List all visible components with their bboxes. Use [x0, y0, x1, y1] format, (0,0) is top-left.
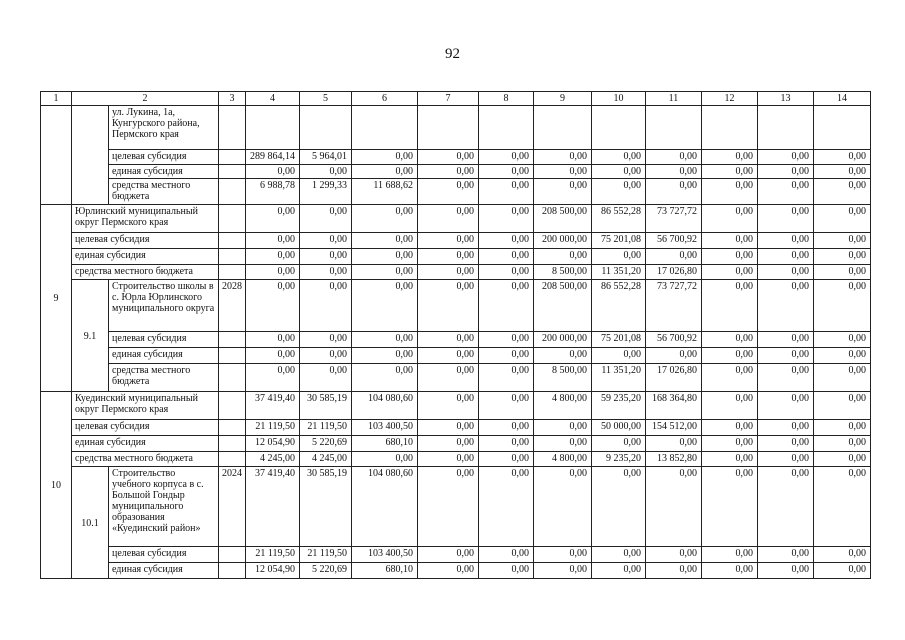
value-cell: 0,00 [814, 280, 871, 332]
value-cell: 0,00 [592, 436, 646, 452]
value-cell: 0,00 [702, 452, 758, 467]
table-row [41, 563, 871, 579]
column-header: 11 [646, 92, 702, 106]
value-cell: 75 201,08 [592, 233, 646, 249]
value-cell: 680,10 [352, 563, 418, 579]
table-row [41, 436, 871, 452]
value-cell: 0,00 [646, 436, 702, 452]
value-cell: 0,00 [418, 392, 479, 420]
value-cell: 0,00 [352, 348, 418, 364]
value-cell: 0,00 [246, 332, 300, 348]
value-cell: 0,00 [814, 332, 871, 348]
table-row [41, 165, 871, 179]
year-cell [219, 563, 246, 579]
value-cell: 0,00 [418, 179, 479, 205]
value-cell: 0,00 [758, 249, 814, 265]
value-cell: 73 727,72 [646, 280, 702, 332]
value-cell: 0,00 [479, 179, 534, 205]
value-cell: 0,00 [592, 165, 646, 179]
value-cell: 73 727,72 [646, 205, 702, 233]
value-cell: 0,00 [814, 364, 871, 392]
value-cell [479, 106, 534, 150]
value-cell: 0,00 [814, 436, 871, 452]
value-cell: 0,00 [592, 563, 646, 579]
value-cell: 168 364,80 [646, 392, 702, 420]
value-cell: 289 864,14 [246, 150, 300, 165]
funding-label: средства местного бюджета [72, 452, 219, 467]
value-cell: 11 351,20 [592, 364, 646, 392]
value-cell: 0,00 [702, 233, 758, 249]
value-cell: 30 585,19 [300, 392, 352, 420]
value-cell: 37 419,40 [246, 392, 300, 420]
table-row [41, 392, 871, 420]
value-cell: 86 552,28 [592, 280, 646, 332]
value-cell: 0,00 [352, 364, 418, 392]
value-cell: 200 000,00 [534, 332, 592, 348]
value-cell: 104 080,60 [352, 467, 418, 547]
value-cell: 154 512,00 [646, 420, 702, 436]
value-cell: 21 119,50 [246, 547, 300, 563]
value-cell: 0,00 [246, 165, 300, 179]
value-cell: 0,00 [702, 205, 758, 233]
value-cell: 0,00 [592, 249, 646, 265]
value-cell: 0,00 [479, 332, 534, 348]
column-header: 13 [758, 92, 814, 106]
value-cell: 0,00 [702, 420, 758, 436]
value-cell: 0,00 [479, 467, 534, 547]
value-cell: 0,00 [814, 467, 871, 547]
value-cell: 0,00 [758, 165, 814, 179]
value-cell: 0,00 [479, 150, 534, 165]
value-cell: 0,00 [702, 265, 758, 280]
value-cell: 12 054,90 [246, 436, 300, 452]
value-cell: 0,00 [646, 467, 702, 547]
municipality-label: Куединский муниципальный округ Пермского края [72, 392, 219, 420]
value-cell: 0,00 [534, 563, 592, 579]
value-cell: 0,00 [479, 547, 534, 563]
value-cell: 0,00 [246, 364, 300, 392]
value-cell: 0,00 [479, 364, 534, 392]
funding-label: целевая субсидия [109, 547, 219, 563]
value-cell: 0,00 [702, 332, 758, 348]
value-cell: 0,00 [352, 233, 418, 249]
value-cell: 0,00 [479, 348, 534, 364]
value-cell: 30 585,19 [300, 467, 352, 547]
municipality-label: Юрлинский муниципальный округ Пермского края [72, 205, 219, 233]
value-cell: 0,00 [702, 467, 758, 547]
value-cell: 0,00 [814, 420, 871, 436]
value-cell: 8 500,00 [534, 364, 592, 392]
value-cell: 0,00 [418, 265, 479, 280]
value-cell: 0,00 [592, 150, 646, 165]
value-cell: 0,00 [352, 150, 418, 165]
value-cell: 0,00 [646, 547, 702, 563]
value-cell: 0,00 [479, 165, 534, 179]
value-cell: 0,00 [702, 249, 758, 265]
value-cell [352, 106, 418, 150]
value-cell: 0,00 [702, 348, 758, 364]
value-cell: 0,00 [646, 348, 702, 364]
value-cell: 0,00 [479, 265, 534, 280]
value-cell: 0,00 [418, 332, 479, 348]
value-cell: 0,00 [534, 348, 592, 364]
funding-label: целевая субсидия [72, 233, 219, 249]
year-cell [219, 179, 246, 205]
object-address: ул. Лукина, 1а, Кунгурского района, Пермского края [109, 106, 219, 150]
value-cell: 0,00 [702, 436, 758, 452]
page-number: 92 [445, 46, 460, 62]
value-cell: 4 245,00 [246, 452, 300, 467]
value-cell: 6 988,78 [246, 179, 300, 205]
column-header: 9 [534, 92, 592, 106]
value-cell: 4 245,00 [300, 452, 352, 467]
year-cell [219, 106, 246, 150]
table-row [41, 348, 871, 364]
value-cell: 8 500,00 [534, 265, 592, 280]
year-cell [219, 420, 246, 436]
value-cell: 0,00 [758, 452, 814, 467]
value-cell: 0,00 [814, 348, 871, 364]
table-row [41, 179, 871, 205]
value-cell [418, 106, 479, 150]
value-cell: 0,00 [300, 364, 352, 392]
value-cell: 0,00 [534, 420, 592, 436]
value-cell: 0,00 [534, 436, 592, 452]
value-cell: 0,00 [758, 150, 814, 165]
column-header: 12 [702, 92, 758, 106]
value-cell: 0,00 [814, 547, 871, 563]
value-cell: 0,00 [352, 165, 418, 179]
year-cell [219, 165, 246, 179]
value-cell: 0,00 [300, 233, 352, 249]
value-cell: 0,00 [702, 563, 758, 579]
value-cell: 0,00 [702, 280, 758, 332]
value-cell: 0,00 [592, 348, 646, 364]
value-cell: 0,00 [758, 280, 814, 332]
value-cell: 0,00 [758, 563, 814, 579]
value-cell: 0,00 [646, 165, 702, 179]
value-cell: 0,00 [246, 348, 300, 364]
value-cell: 0,00 [479, 563, 534, 579]
value-cell [592, 106, 646, 150]
value-cell: 17 026,80 [646, 265, 702, 280]
year-cell [219, 547, 246, 563]
value-cell: 0,00 [646, 179, 702, 205]
table-row [41, 467, 871, 547]
table-row [41, 364, 871, 392]
object-label: Строительство учебного корпуса в с. Большой Гондыр муниципального образования «Куединский район» [109, 467, 219, 547]
year-cell [219, 452, 246, 467]
value-cell: 0,00 [418, 249, 479, 265]
year-cell [219, 392, 246, 420]
value-cell: 0,00 [758, 348, 814, 364]
year-cell [219, 150, 246, 165]
year-cell [219, 233, 246, 249]
value-cell: 0,00 [418, 452, 479, 467]
value-cell: 0,00 [246, 205, 300, 233]
value-cell: 0,00 [758, 420, 814, 436]
value-cell: 208 500,00 [534, 205, 592, 233]
year-cell [219, 265, 246, 280]
value-cell: 0,00 [479, 205, 534, 233]
value-cell: 0,00 [246, 233, 300, 249]
value-cell: 0,00 [814, 265, 871, 280]
value-cell [814, 106, 871, 150]
value-cell [300, 106, 352, 150]
value-cell: 0,00 [418, 348, 479, 364]
table-row [41, 233, 871, 249]
value-cell: 0,00 [352, 205, 418, 233]
funding-label: средства местного бюджета [72, 265, 219, 280]
value-cell: 0,00 [814, 165, 871, 179]
value-cell: 0,00 [246, 249, 300, 265]
value-cell: 0,00 [418, 233, 479, 249]
value-cell: 0,00 [418, 205, 479, 233]
value-cell: 0,00 [702, 150, 758, 165]
value-cell: 56 700,92 [646, 233, 702, 249]
value-cell: 21 119,50 [246, 420, 300, 436]
value-cell: 0,00 [352, 249, 418, 265]
funding-label: средства местного бюджета [109, 364, 219, 392]
column-header: 8 [479, 92, 534, 106]
table-row [41, 92, 871, 106]
value-cell: 59 235,20 [592, 392, 646, 420]
value-cell: 0,00 [418, 280, 479, 332]
value-cell: 200 000,00 [534, 233, 592, 249]
value-cell: 0,00 [814, 563, 871, 579]
section-number: 10 [41, 392, 72, 579]
table-row [41, 452, 871, 467]
table-row [41, 265, 871, 280]
value-cell: 11 688,62 [352, 179, 418, 205]
table-row [41, 547, 871, 563]
year-cell [219, 364, 246, 392]
value-cell [758, 106, 814, 150]
value-cell: 11 351,20 [592, 265, 646, 280]
column-header: 7 [418, 92, 479, 106]
funding-label: единая субсидия [109, 165, 219, 179]
value-cell: 0,00 [479, 249, 534, 265]
value-cell: 0,00 [814, 249, 871, 265]
table-row [41, 150, 871, 165]
value-cell: 0,00 [758, 265, 814, 280]
value-cell: 0,00 [646, 563, 702, 579]
value-cell: 0,00 [592, 467, 646, 547]
value-cell: 0,00 [534, 150, 592, 165]
value-cell: 5 964,01 [300, 150, 352, 165]
value-cell: 0,00 [418, 150, 479, 165]
value-cell: 0,00 [592, 547, 646, 563]
value-cell: 1 299,33 [300, 179, 352, 205]
value-cell: 0,00 [479, 436, 534, 452]
value-cell: 0,00 [592, 179, 646, 205]
funding-label: единая субсидия [72, 436, 219, 452]
value-cell: 0,00 [534, 249, 592, 265]
value-cell: 104 080,60 [352, 392, 418, 420]
value-cell: 0,00 [758, 547, 814, 563]
value-cell: 0,00 [352, 452, 418, 467]
value-cell [702, 106, 758, 150]
object-label: Строительство школы в с. Юрла Юрлинского муниципального округа [109, 280, 219, 332]
value-cell: 0,00 [300, 205, 352, 233]
value-cell: 0,00 [758, 205, 814, 233]
value-cell: 56 700,92 [646, 332, 702, 348]
value-cell: 0,00 [702, 179, 758, 205]
table-row [41, 420, 871, 436]
year-cell [219, 249, 246, 265]
value-cell: 0,00 [479, 280, 534, 332]
table-row [41, 332, 871, 348]
value-cell: 0,00 [702, 392, 758, 420]
subsection-number-cell [72, 106, 109, 205]
year-cell [219, 436, 246, 452]
value-cell: 17 026,80 [646, 364, 702, 392]
funding-label: единая субсидия [109, 563, 219, 579]
value-cell: 0,00 [300, 165, 352, 179]
budget-table [40, 91, 871, 579]
column-header: 6 [352, 92, 418, 106]
year-cell [219, 348, 246, 364]
value-cell: 13 852,80 [646, 452, 702, 467]
value-cell: 0,00 [246, 265, 300, 280]
value-cell: 0,00 [418, 364, 479, 392]
value-cell: 75 201,08 [592, 332, 646, 348]
value-cell: 0,00 [702, 165, 758, 179]
year-cell [219, 205, 246, 233]
value-cell: 0,00 [479, 420, 534, 436]
column-header: 14 [814, 92, 871, 106]
table-row [41, 205, 871, 233]
value-cell: 0,00 [352, 265, 418, 280]
column-header: 4 [246, 92, 300, 106]
value-cell: 37 419,40 [246, 467, 300, 547]
value-cell: 50 000,00 [592, 420, 646, 436]
value-cell: 0,00 [646, 249, 702, 265]
value-cell: 21 119,50 [300, 547, 352, 563]
value-cell: 0,00 [246, 280, 300, 332]
section-number: 9 [41, 205, 72, 392]
value-cell: 0,00 [300, 265, 352, 280]
value-cell: 0,00 [758, 392, 814, 420]
value-cell: 5 220,69 [300, 436, 352, 452]
value-cell: 86 552,28 [592, 205, 646, 233]
value-cell: 0,00 [418, 420, 479, 436]
year-cell: 2028 [219, 280, 246, 332]
funding-label: единая субсидия [109, 348, 219, 364]
value-cell: 0,00 [646, 150, 702, 165]
value-cell: 208 500,00 [534, 280, 592, 332]
value-cell: 0,00 [534, 165, 592, 179]
value-cell: 680,10 [352, 436, 418, 452]
value-cell: 0,00 [418, 563, 479, 579]
value-cell: 0,00 [300, 348, 352, 364]
value-cell: 0,00 [758, 467, 814, 547]
value-cell: 0,00 [352, 332, 418, 348]
value-cell: 0,00 [418, 467, 479, 547]
value-cell: 0,00 [418, 547, 479, 563]
value-cell: 9 235,20 [592, 452, 646, 467]
value-cell: 5 220,69 [300, 563, 352, 579]
column-header: 5 [300, 92, 352, 106]
column-header: 2 [72, 92, 219, 106]
funding-label: целевая субсидия [109, 332, 219, 348]
value-cell: 21 119,50 [300, 420, 352, 436]
value-cell: 0,00 [418, 436, 479, 452]
value-cell: 0,00 [418, 165, 479, 179]
year-cell: 2024 [219, 467, 246, 547]
column-header: 1 [41, 92, 72, 106]
value-cell: 4 800,00 [534, 392, 592, 420]
value-cell: 0,00 [300, 249, 352, 265]
value-cell: 0,00 [814, 150, 871, 165]
value-cell: 0,00 [702, 364, 758, 392]
value-cell [534, 106, 592, 150]
value-cell: 0,00 [479, 233, 534, 249]
funding-label: целевая субсидия [109, 150, 219, 165]
value-cell: 0,00 [479, 392, 534, 420]
subsection-number: 9.1 [72, 280, 109, 392]
value-cell: 0,00 [814, 233, 871, 249]
value-cell: 0,00 [814, 392, 871, 420]
value-cell: 103 400,50 [352, 420, 418, 436]
value-cell: 0,00 [758, 364, 814, 392]
value-cell: 0,00 [352, 280, 418, 332]
value-cell: 0,00 [814, 205, 871, 233]
value-cell: 0,00 [814, 452, 871, 467]
subsection-number: 10.1 [72, 467, 109, 579]
value-cell: 0,00 [758, 436, 814, 452]
value-cell: 0,00 [300, 332, 352, 348]
value-cell: 0,00 [702, 547, 758, 563]
value-cell: 103 400,50 [352, 547, 418, 563]
value-cell: 0,00 [758, 233, 814, 249]
value-cell: 0,00 [758, 179, 814, 205]
funding-label: единая субсидия [72, 249, 219, 265]
value-cell: 0,00 [758, 332, 814, 348]
value-cell: 0,00 [479, 452, 534, 467]
column-header: 3 [219, 92, 246, 106]
table-row [41, 280, 871, 332]
funding-label: средства местного бюджета [109, 179, 219, 205]
value-cell [646, 106, 702, 150]
value-cell: 0,00 [300, 280, 352, 332]
table-row [41, 249, 871, 265]
year-cell [219, 332, 246, 348]
value-cell [246, 106, 300, 150]
value-cell: 0,00 [534, 547, 592, 563]
funding-label: целевая субсидия [72, 420, 219, 436]
column-header: 10 [592, 92, 646, 106]
section-number-cell [41, 106, 72, 205]
value-cell: 12 054,90 [246, 563, 300, 579]
table-row [41, 106, 871, 150]
value-cell: 0,00 [534, 467, 592, 547]
value-cell: 0,00 [814, 179, 871, 205]
value-cell: 0,00 [534, 179, 592, 205]
value-cell: 4 800,00 [534, 452, 592, 467]
